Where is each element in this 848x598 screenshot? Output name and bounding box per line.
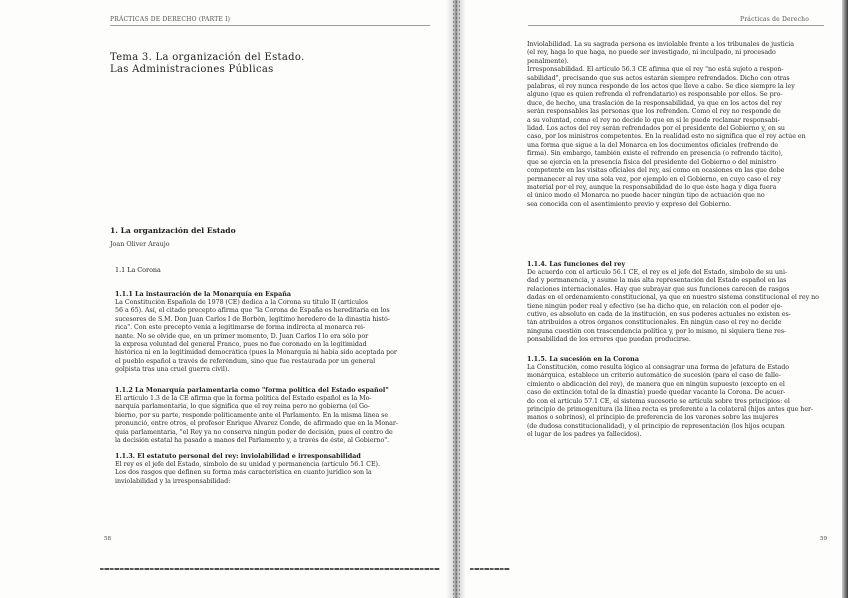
left-block-1-body [115,299,430,375]
text-line: dadas en el ordenamiento constitucional, ya que en nuestro sistema constitucional el rey no [527,294,819,302]
left-block-2-heading: 1.1.2 La Monarquía parlamentaria como "forma política del Estado español" [115,386,389,394]
text-line: inviolabilidad y la irresponsabilidad: [115,477,231,485]
text-line: caso de extinción total de la dinastía) puede quedar vacante la Corona. De acuer- [527,389,786,397]
text-line: que se ejercía en la presencia física del presidente del Gobierno o del ministro [527,158,777,166]
text-line: De acuerdo con el artículo 56.1 CE, el rey es el jefe del Estado, símbolo de su uni- [527,269,788,276]
text-line: bierno, por su parte, responde políticamente ante el Parlamento. En la misma línea se [115,411,389,419]
author-name: Joan Oliver Araujo [110,240,170,248]
text-line: tán atribuidos a otros órganos constitucionales. En ningún caso el rey no decide [527,319,782,327]
text-line: palabras, el rey nunca responde de los actos que lleve a cabo. Se dice siempre la ley [527,83,795,91]
text-line: cutivo, es absoluto en cada de la institución, en sus poderes actuales no existen es- [527,311,791,319]
text-line: La Constitución, como resulta lógico al consagrar una forma de jefatura de Estado [527,364,790,371]
text-line: caso, por los ministros competentes. En la realidad esto no significa que el rey actúe en [527,133,806,141]
right-block-3-heading: 1.1.5. La sucesión en la Corona [527,355,639,363]
running-head-right: Prácticas de Derecho [740,16,810,23]
text-line: dad y permanencia, y asume la más alta representación del Estado español en las [527,277,787,285]
scan-edge-shadow [842,0,848,598]
text-line: manos o sobrinos), el principio de preferencia de los varones sobre las mujeres [527,414,779,422]
text-line: competente en las visitas oficiales del rey, así como en ocasiones en las que debe [527,167,785,175]
footer-rule-left [100,568,440,570]
text-line: una forma que sigue a la del Monarca en los documentos oficiales (refrendo de [527,141,779,149]
running-head-rule-right [528,25,824,26]
chapter-title-line-1: Tema 3. La organización del Estado. [110,52,305,63]
text-line: do con el artículo 57.1 CE, el sistema sucesorio se articula sobre tres principios: el [527,397,790,405]
left-block-3-body [115,461,430,486]
text-line: permanecer al rey una sola vez, por ejemplo en el Gobierno, en cuyo caso el rey [527,175,781,183]
chapter-title-line-2: Las Administraciones Públicas [110,64,274,75]
text-line: la decisión estatal ha pasado a manos del Parlamento y, a través de éste, al Gobierno". [115,437,390,445]
left-block-2-body [115,395,430,445]
text-line: La Constitución Española de 1978 (CE) dedica a la Corona su título II (artículos [115,299,369,306]
text-line: el pueblo español a través de referéndum, sino que fue restaurada por un general [115,357,376,365]
text-line: (de dudosa constitucionalidad), y el principio de representación (los hijos ocupan [527,422,785,430]
text-line: el lugar de los padres ya fallecidos). [527,431,642,439]
text-line: pronunció, entre otros, el profesor Enrique Álvarez Conde, de afirmado que en la Monar- [115,420,398,428]
text-line: sea conocida con el asentimiento previo y expreso del Gobierno. [527,200,731,208]
text-line: principio de primogenitura (la línea recta es preferente a la colateral (hijos antes que her- [527,406,814,414]
right-block-1-body [527,41,825,209]
text-line: Irresponsabilidad. El artículo 56.3 CE afirma que el rey "no está sujeto a respon- [527,66,784,74]
text-line: narquía parlamentaria, lo que significa que el rey reina pero no gobierna (el Go- [115,403,370,411]
text-line: relaciones internacionales. Hay que subrayar que sus funciones carecen de rasgos [527,285,790,293]
right-block-2-heading: 1.1.4. Las funciones del rey [527,260,626,268]
page-number-right: 59 [820,536,828,542]
text-line: nante. No se olvide que, en un primer momento, D. Juan Carlos I lo era sólo por [115,332,369,340]
section-title: 1. La organización del Estado [110,226,236,235]
text-line: Inviolabilidad. La su sagrada persona es inviolable frente a los tribunales de justicia [527,41,794,48]
right-block-3-body [527,364,825,440]
text-line: duce, de hecho, una traslación de la responsabilidad, ya que en los actos del rey [527,99,782,107]
running-head-rule-left [110,25,430,26]
gutter-scan-noise [452,0,460,598]
text-line: golpista tras una cruel guerra civil). [115,366,230,374]
text-line: tiene ningún poder real y efectivo (se ha dicho que, en relación con el poder eje- [527,302,783,310]
text-line: Los dos rasgos que definen su forma más característica en cuanto jurídico son la [115,469,372,477]
text-line: la expresa voluntad del general Franco, pues no fue coronado en la legitimidad [115,341,367,349]
text-line: 56 a 65). Así, el citado precepto afirma que "la Corona de España es hereditaria en los [115,307,390,315]
text-line: quía parlamentaria, "el Rey ya no conserva ningún poder de decisión, pues el centro de [115,428,393,436]
text-line: a su voluntad, como el rey no decide lo que en sí le puede reclamar responsabi- [527,116,780,124]
text-line: ninguna cuestión con trascendencia política y, por lo mismo, ni siquiera tiene res- [527,327,787,335]
text-line: sucesores de S.M. Don Juan Carlos I de Borbón, legítimo heredero de la dinastía histó- [115,315,390,323]
subsection-title: 1.1 La Corona [115,266,161,274]
text-line: serán responsables las personas que los refrenden. Como el rey no responde de [527,108,781,116]
text-line: El rey es el jefe del Estado, símbolo de su unidad y permanencia (artículo 56.1 CE). [115,461,380,468]
left-block-3-heading: 1.1.3. El estatuto personal del rey: inviolabilidad e irresponsabilidad [115,452,361,460]
text-line: el único modo el Monarca no puede hacer ningún tipo de actuación que no [527,192,765,200]
right-block-2-body [527,269,825,345]
text-line: sabilidad", precisando que sus actos estarán siempre refrendados. Dicho con otras [527,74,790,82]
running-head-left: PRÁCTICAS DE DERECHO (PARTE I) [110,16,231,23]
text-line: penalmente). [527,57,569,65]
text-line: El artículo 1.3 de la CE afirma que la forma política del Estado español es la Mo- [115,395,372,402]
text-line: cimiento o abdicación del rey), de manera que en ningún supuesto (excepto en el [527,380,785,388]
page-number-left: 58 [104,536,112,542]
text-line: rica". Con este precepto venía a legitimarse de forma indirecta al monarca rei- [115,324,366,332]
text-line: material por el rey, aunque la responsabilidad de lo que éste haga y diga fuera [527,183,777,191]
footer-rule-right [470,568,510,570]
text-line: histórica ni en la legitimidad democrática (pues la Monarquía ni había sido aceptada por [115,349,397,357]
text-line: alguno (que es quien refrenda el refrendatario) es responsable por ellos. Se pro- [527,91,783,99]
text-line: firma). Sin embargo, también existe el refrendo en presencia (o refrendo tácito), [527,150,783,158]
text-line: lidad. Los actos del rey serán refrendados por el presidente del Gobierno y, en su [527,125,785,133]
chapter-title [110,52,430,76]
left-block-1-heading: 1.1.1 La instauración de la Monarquía en España [115,290,291,298]
text-line: monárquica, establece un criterio automático de sucesión (para el caso de falle- [527,372,781,380]
text-line: ponsabilidad de los errores que puedan producirse. [527,336,691,344]
text-line: (el rey, haga lo que haga, no puede ser investigado, ni inculpado, ni procesado [527,49,776,57]
